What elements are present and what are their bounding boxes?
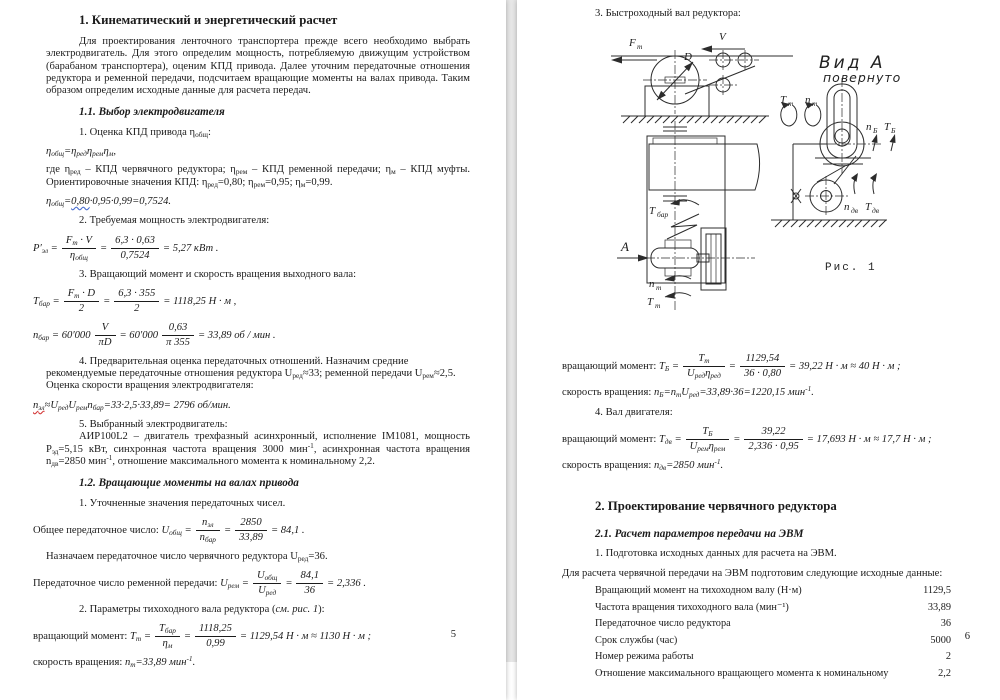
table-row: Передаточное число редуктора 36 (595, 618, 951, 630)
conveyor-drum-drawing (611, 46, 793, 124)
item-data-prep: 1. Подготовка исходных данных для расчета на ЭВМ. (595, 548, 837, 560)
formula-urem: Передаточное число ременной передачи: $U_{рем}$ = $\frac{U_{общ}}{U_{ред}}$ = $\frac{84,1}{36}$ = 2,336 . (33, 570, 366, 598)
line-data-intro: Для расчета червячной передачи на ЭВМ подготовим следующие исходные данные: (562, 567, 943, 579)
label-view-arrow: A (621, 239, 629, 254)
figure-caption: Рис. 1 (825, 262, 877, 274)
line-speed-b: скорость вращения: $n_Б=n_тU_{ред}=33,89\cdot 36=1220,15$ мин$^{-1}$. (562, 384, 814, 400)
table-row: Отношение максимального вращающего момента к номинальному 2,2 (595, 668, 951, 680)
svg-text:Б: Б (873, 126, 878, 135)
svg-text:дв: дв (851, 206, 859, 215)
page-number-5: 5 (450, 629, 456, 640)
label-speed-nt: n (649, 278, 655, 290)
page-5-content (0, 0, 506, 670)
item-power: 2. Требуемая мощность электродвигателя: (79, 215, 270, 227)
svg-text:т: т (655, 301, 661, 310)
page-6 (517, 0, 1000, 700)
section-2-heading: 2. Проектирование червячного редуктора (595, 499, 837, 514)
item-refined-ratios: 1. Уточненные значения передаточных чисел. (79, 497, 286, 509)
motor-description: АИР100L2 – двигатель трехфазный асинхронный, исполнение IM1081, мощность $Р_{эд}=5,15$ кВт, синхронная частота вращения 3000 мин$^{-1}$, асинхронная частота вращения $n_{дв}=2850$ мин$^{-1}$, отношение максимального момента к номинальному 2,2. (46, 431, 470, 468)
input-data-table (595, 583, 951, 683)
view-a-subtitle: повернуто (823, 70, 902, 85)
label-speed-nb: n (866, 121, 872, 133)
item-ratios: 4. Предварительная оценка передаточных отношений. Назначим средние рекомендуемые передаточные отношения редуктора $U_{ред}\approx 33$; ременной передачи $U_{рем}\approx 2,5$. Оценка скорости вращения электродвигателя: (46, 355, 456, 392)
page-number-6: 6 (964, 631, 970, 642)
figure-1-drawing (587, 24, 941, 318)
formula-tb: вращающий момент: $T_Б$ = $\frac{T_т}{U_{ред}\eta_{ред}}$ = $\frac{1129,54}{36 \cdot 0,80}$ = 39,22 Н · м ≈ 40 Н · м ; (562, 353, 901, 381)
line-ured: Назначаем передаточное число червячного редуктора $U_{ред}=36$. (46, 550, 328, 563)
item-motor: 5. Выбранный электродвигатель: (79, 419, 228, 431)
table-row: Номер режима работы 2 (595, 651, 951, 663)
label-speed-ndv: n (844, 201, 850, 213)
formula-tbar: $T_{бар}$ = $\frac{F_т \cdot D}{2}$ = $\frac{6,3 \cdot 355}{2}$ = 1118,25 Н · м , (33, 287, 237, 314)
section-1-2-heading: 1.2. Вращающие моменты на валах привода (79, 477, 299, 490)
kpd-explanation: где $\eta_{ред}$ – КПД червячного редуктора; $\eta_{рем}$ – КПД ременной передачи; $\eta_м$ – КПД муфты. Ориентировочные значения КПД: $\eta_{ред}=0,80$; $\eta_{рем}=0,95$; $\eta_м=0,99$. (46, 164, 471, 189)
label-torque-tdv: T (865, 201, 872, 213)
formula-nbar: $n_{бар} = 60'000$ $\frac{V}{\pi D}$ = 60′000 $\frac{0,63}{\pi 355}$ = 33,89 об / мин . (33, 321, 276, 348)
intro-paragraph: Для проектирования ленточного транспортера прежде всего необходимо выбрать электродвигатель. Для этого определим мощность, потребляемую движущим устройством (барабаном транспортера), оценим КПД привода. Далее уточним передаточные отношения редуктора и ременной передачи, подсчитаем вращающие моменты на валах привода. Таким образом определим исходные данные для расчета передач. (46, 36, 470, 97)
formula-tt: вращающий момент: $T_т$ = $\frac{T_{бар}}{\eta_м}$ = $\frac{1118,25}{0,99}$ = 1129,54 Н · м ≈ 1130 Н · м ; (33, 623, 372, 651)
svg-text:т: т (656, 283, 662, 292)
item-fast-shaft: 3. Быстроходный вал редуктора: (595, 8, 741, 19)
view-a-title: Вид А (819, 53, 886, 73)
table-row: Частота вращения тихоходного вала (мин⁻¹) 33,89 (595, 601, 951, 613)
section-2-1-heading: 2.1. Расчет параметров передачи на ЭВМ (595, 528, 804, 541)
label-speed-nt-view: n (805, 94, 811, 106)
formula-tdv: вращающий момент: $T_{дв}$ = $\frac{T_Б}{U_{рем}\eta_{рем}}$ = $\frac{39,22}{2,336 \cdot 0,95}$ = 17,693 Н · м ≈ 17,7 Н · м ; (562, 425, 932, 453)
line-speed-dv: скорость вращения: $n_{дв}=2850$ мин$^{-1}$. (562, 456, 724, 472)
formula-uobsh: Общее передаточное число: $U_{общ}$ = $\frac{n_{эл}}{n_{бар}}$ = $\frac{2850}{33,89}$ = 84,1 . (33, 516, 305, 544)
table-row: Срок службы (час) 5000 (595, 634, 951, 646)
svg-text:т: т (637, 42, 643, 51)
label-torque-tt-view: T (780, 94, 787, 106)
item-kpd: 1. Оценка КПД привода $\eta_{общ}$: (79, 126, 211, 139)
reducer-drawing (617, 121, 760, 312)
section-1-1-heading: 1.1. Выбор электродвигателя (79, 106, 225, 119)
label-drum-diameter: D (684, 51, 692, 63)
svg-text:Б: Б (891, 126, 896, 135)
section-1-heading: 1. Кинематический и энергетический расчет (79, 13, 338, 27)
svg-text:т: т (812, 99, 818, 108)
formula-eta: $\eta_{общ}=\eta_{ред}\eta_{рем}\eta_м$, (46, 146, 117, 159)
label-torque-tb: T (884, 121, 891, 133)
formula-eta-value: $\eta_{общ}=0,80\cdot 0,95\cdot 0,99=0,7524$. (46, 195, 172, 208)
item-torque: 3. Вращающий момент и скорость вращения выходного вала: (79, 268, 357, 280)
table-row: Вращающий момент на тихоходном валу (Н·м) 1129,5 (595, 585, 951, 597)
formula-power: $P'_{эл}$ = $\frac{F_т \cdot V}{\eta_{общ}}$ = $\frac{6,3 \cdot 0,63}{0,7524}$ = 5,27 кВт . (33, 234, 219, 262)
label-belt-force: F (629, 37, 636, 49)
svg-text:т: т (788, 99, 794, 108)
formula-nel: $n_{эл}\approx U_{ред}U_{рем}n_{бар}=33\cdot 2,5\cdot 33,89= 2796$ об/мин. (33, 399, 231, 412)
label-belt-speed: V (719, 31, 726, 43)
item-slow-shaft: 2. Параметры тихоходного вала редуктора (см. рис. 1): (79, 604, 325, 616)
svg-text:дв: дв (872, 206, 880, 215)
label-torque-tt: T (647, 296, 654, 308)
item-motor-shaft: 4. Вал двигателя: (595, 406, 673, 418)
line-speed-t: скорость вращения: $n_т=33,89$ мин$^{-1}$. (33, 654, 196, 670)
svg-text:бар: бар (657, 210, 669, 219)
label-torque-tbar: T (649, 205, 656, 217)
